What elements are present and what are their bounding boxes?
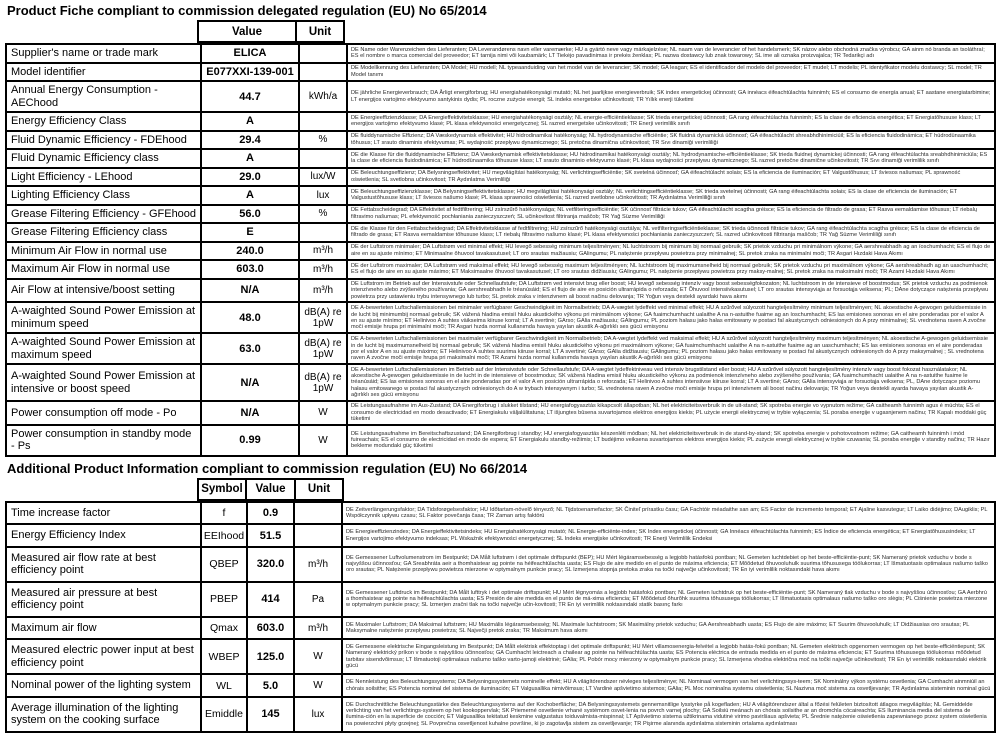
parameter-name-cell: Lighting Efficiency Class bbox=[6, 186, 201, 205]
parameter-unit-cell: % bbox=[299, 131, 347, 150]
parameter-unit-cell bbox=[294, 524, 342, 547]
parameter-value-cell: E077XXI-139-001 bbox=[201, 63, 299, 82]
parameter-unit-cell bbox=[299, 223, 347, 242]
parameter-unit-cell: W bbox=[294, 639, 342, 674]
parameter-value-cell: E bbox=[201, 223, 299, 242]
parameter-value-cell: 125.0 bbox=[247, 639, 294, 674]
table2-header-row bbox=[197, 478, 344, 501]
table-row bbox=[6, 582, 995, 617]
table-row bbox=[6, 524, 995, 547]
parameter-name-cell: Fluid Dynamic Efficiency class bbox=[6, 149, 201, 168]
parameter-unit-cell: lux/W bbox=[299, 168, 347, 187]
parameter-unit-cell: m³/h bbox=[299, 242, 347, 261]
table-row bbox=[6, 617, 995, 640]
multilingual-description-cell: DE Nennleistung des Beleuchtungssystems; DA Belysningssystemets nominelle effekt; HU A világítórendszer névleges teljesítménye; NL Nominaal vermogen van het verlichtingssys-teem; SK Nominálny výkon systému osvetlenia; GA Cumhacht ainmniúil an chórais soilsithe; ES Potencia nominal del sistema de iluminación; ET Valgusallika nimivõimsus; LT Vardinė apšvietimo sistemos; GAlia; PL Moc nominalna systemu oświetlenia; SL Nazivna moč sistema za osvetljevanje; TR Aydınlatma sisteminin nominal gücü bbox=[342, 674, 995, 697]
fiche-table-66-2014 bbox=[5, 501, 996, 733]
multilingual-description-cell: DE fluiddynamische Effizienz; DA Væskedynamisk effektivitet; HU hidrodinamikai hatékonyság; NL hydrodynamische efficiëntie; SK fluidná dynamická účinnosť; GA éifeachtúlacht shreabhdhinimiciúil; ES la eficiencia fluidodinámica; ET hüdrodünaamika tõhusus; LT srauto dinaminis efektyvumas; PL wydajność przepływu dynamicznego; SL pretočna dinamična učinkovitost; TR Sıvı dinamiği verimliliği bbox=[347, 131, 995, 150]
fiche-title-66-2014: Additional Product Information compliant to commission regulation (EU) No 66/2014 bbox=[7, 460, 528, 476]
parameter-unit-cell bbox=[299, 44, 347, 63]
parameter-symbol-cell: WL bbox=[201, 674, 247, 697]
multilingual-description-cell: DE Gemessener Luftvolumenstrom im Bestpunkt; DA Målt luftstrøm i det optimale driftspunkt (BEP); HU Mért légáramsebesség a legjobb hatásfokú pontban; NL Gemeten luchtdebiet op het beste-efficiëntie-punt; SK Nameraný prietok vzduchu v bode s najvyššou účinnosťou; GA Sreabhráta aeir a thomhaistear ag pointe na héifeachtúlachta uasta; ES Flujo de aire medido en el punto de máxima eficiencia; ET Mõõdetud õhuvooluhulk suurima tõhususega töölukorras; LT Išmatuotasis optimalaus našumo taško oro srautas; PL Natężenie przepływu powietrza mierzone w optymalnym punkcie pracy; SL Izmerjena stopnja pretoka zraka na točki največje učinkovitosti; TR En iyi verimlilik noktasındaki hava akımı bbox=[342, 547, 995, 582]
parameter-name-cell: A-waighted Sound Power Emission at intensive or boost speed bbox=[6, 364, 201, 400]
multilingual-description-cell: DE die Klasse für die fluiddynamische Effizienz; DA Væskedynamisk effektivitetsklasse; HU hidrodinamikai hatékonysági osztály; NL hydrodynamische-efficiëntieklasse; SK trieda fluidnej dynamickej účinnosti; GA rang éifeachtúlachta sreabhdhinimiciúla; ES la clase de eficiencia fluidodinámica; ET hüdrodünaamika tõhususe klass; LT srauto dinaminio efektyvumo klasė; PL klasa wydajności przepływu dynamicznego; SL razred pretočne dinamične učinkovitosti; TR Sıvı dinamiği verimlilik sınıfı bbox=[347, 149, 995, 168]
parameter-symbol-cell: Qmax bbox=[201, 617, 247, 640]
parameter-unit-cell: lux bbox=[299, 186, 347, 205]
multilingual-description-cell: DE der Luftstrom minimaler; DA Luftstrøm ved minimal effekt; HU levegő sebesség minimum teljesítményen; NL luchtstroom bij minimum bij normaal gebruik; SK prietok vzduchu pri minimálnom výkone; GA aershreabhadh ag an íoschumhacht; ES el flujo de aire en su ajuste mínimo; ET Minimaalne õhuvool tavakasutusel; LT oro srautas mažiausiu; GAlingumu; PL natężenie przepływu powietrza przy minimalnej; SL pretok zraka na minimalni moči; TR Asgari Hızdaki Hava Akımı bbox=[347, 242, 995, 261]
table-row bbox=[6, 279, 995, 303]
table-row bbox=[6, 697, 995, 732]
parameter-unit-cell: dB(A) re 1pW bbox=[299, 333, 347, 364]
parameter-name-cell: Maximum Air Flow in normal use bbox=[6, 260, 201, 279]
parameter-value-cell: 603.0 bbox=[247, 617, 294, 640]
table-row bbox=[6, 131, 995, 150]
table-row bbox=[6, 81, 995, 112]
parameter-name-cell: Nominal power of the lighting system bbox=[6, 674, 201, 697]
parameter-unit-cell: Pa bbox=[294, 582, 342, 617]
parameter-name-cell: Fluid Dynamic Efficiency - FDEhood bbox=[6, 131, 201, 150]
parameter-value-cell: 63.0 bbox=[201, 333, 299, 364]
table-row bbox=[6, 401, 995, 425]
parameter-symbol-cell: EEIhood bbox=[201, 524, 247, 547]
parameter-value-cell: 51.5 bbox=[247, 524, 294, 547]
parameter-unit-cell bbox=[294, 502, 342, 525]
multilingual-description-cell: DE A-bewerteten Luftschallemissionen bei maximaler verfügbarer Geschwindigkeit im Normalbetrieb; DA A-vægtet lydeffekt ved maksimal effekt; HU A szűrővel súlyozott hangteljesítmény maximum teljesítményen; NL akoestische A-gewogen geluidsemissie in de lucht bij maximumsnelheid bij normaal gebruik; SK vážená hladina emisií hluku akustického výkonu pri maximálnom výkone; GA fuaimchumhacht ualaithe A na n-astuithe fuaime ag an uaschumhacht; ES las emisiones sonoras en el aire ponderadas por el valor A en su ajuste máximo; ET Helinivoo A suhtes suurima kiiruse korral; LT A svertinė; GArso; GAlia didžiausiu; GAlingumu; PL poziom hałasu jako hałas emitowany w postaci fal akustycznych odniesionych do A przy maksymalnej ; SL vrednotena raven A zvočne moči emisije hrupa pri maksimalni moči; TR Azami hızda normal kullanımda havaya yayılan akustik A-ağırlıklı ses gücü emisyonu bbox=[347, 333, 995, 364]
parameter-value-cell: 320.0 bbox=[247, 547, 294, 582]
parameter-value-cell: ELICA bbox=[201, 44, 299, 63]
parameter-value-cell: N/A bbox=[201, 401, 299, 425]
fiche-table-65-2014 bbox=[5, 43, 996, 457]
multilingual-description-cell: DE Energieeffizienzklasse; DA Energieffektivitetsklasse; HU energiahatékonysági osztály; NL energie-efficiëntieklasse; SK trieda energetickej účinnosti; GA rang éifeachtúlachta fuinnimh; ES la clase de eficiencia energética; ET Energiatõhususe klass; LT energijos vartojimo efektyvumo klasė; PL klasa efektywności energetycznej; SL razred energetske učinkovitosti; TR Enerji verimlilik sınıfı bbox=[347, 112, 995, 131]
table1-header-value: Value bbox=[198, 21, 296, 42]
parameter-value-cell: 145 bbox=[247, 697, 294, 732]
parameter-unit-cell: W bbox=[299, 425, 347, 456]
table-row bbox=[6, 186, 995, 205]
parameter-name-cell: Maximum air flow bbox=[6, 617, 201, 640]
multilingual-description-cell: DE Durchschnittliche Beleuchtungsstärke des Beleuchtungssystems auf der Kochoberfläche; DA Belysningssystemets gennemsnitlige lysstyrke på kogefladen; HU A világítórendszer által a főzési felületen biztosított átlagos megvilágítás; NL Gemiddelde verlichting van het verlichtings-systeem op het kookoppervlak; SK Priemerné osvetlenie vrhané systémom osvet-lenia na povrch varnej plochy; GA Soilsiú meánach an chórais soilsithe ar an dromchla cócaireachta; ES Iluminancia media del sistema de ilumina-ción en la superficie de cocción; ET Valgusallika tekitatud keskmine valgustatus toiduvalmista-mispinnal; LT Apšvietimo sistema užtikrinama vidutinė virimo paviršiaus apšvieta; PL Średnie natężenie oświetlenia zapewnianego przez system oświetlenia na powierzchni płyty grzejnej; SL Povprečna osvetljenost kuhalne površine, ki jo zagotavlja sistem za osvetljevanje; TR Pişirme alanında aydınlatma sisteminin ortalama aydınlatması bbox=[342, 697, 995, 732]
parameter-name-cell: Measured electric power input at best efficiency point bbox=[6, 639, 201, 674]
multilingual-description-cell: DE jährliche Energieverbrauch; DA Årligt energiforbrug; HU energiahatékonysági mutató; NL het jaarlijkse energieverbruik; SK index energetickej účinnosti; GA innéacs éifeachtúlachta fuinnimh; ES el consumo de energía anual; ET aastane energiatarbimine; LT energijos vartojimo efektyvumo santykinis dydis; PL roczne zużycie energii; SL indeks energetske učinkovitosti; TR Yıllık enerji tüketimi bbox=[347, 81, 995, 112]
table-row bbox=[6, 639, 995, 674]
parameter-name-cell: Time increase factor bbox=[6, 502, 201, 525]
parameter-symbol-cell: PBEP bbox=[201, 582, 247, 617]
table-row bbox=[6, 425, 995, 456]
parameter-value-cell: 414 bbox=[247, 582, 294, 617]
parameter-unit-cell: m³/h bbox=[299, 260, 347, 279]
table-row bbox=[6, 205, 995, 224]
parameter-value-cell: 48.0 bbox=[201, 302, 299, 333]
parameter-name-cell: Supplier's name or trade mark bbox=[6, 44, 201, 63]
table-row bbox=[6, 223, 995, 242]
parameter-value-cell: A bbox=[201, 186, 299, 205]
parameter-name-cell: Measured air flow rate at best efficiency point bbox=[6, 547, 201, 582]
table-row bbox=[6, 112, 995, 131]
parameter-value-cell: 0.99 bbox=[201, 425, 299, 456]
parameter-symbol-cell: f bbox=[201, 502, 247, 525]
multilingual-description-cell: DE Name oder Warenzeichen des Lieferanten; DA Leverandørens navn eller varemærke; HU a gyártó neve vagy márkajelzése; NL naam van de leverancier of het handelsmerk; SK názov alebo obchodná značka výrobcu; GA ainm nó branda an tsoláthraí; ES el nombre o marca comercial del proveedor; ET tarnija nimi või kaubamärk; LT Tiekėjo pavadinimas ir prekės ženklas; PL nazwa dostawcy lub znak towarowy; SL ime ali oznaka proizvajalca; TR Tedarikçi adı bbox=[347, 44, 995, 63]
multilingual-description-cell: DE Leistungsaufnahme im Aus-Zustand; DA Energiforbrug i slukket tilstand; HU energiafogyasztás kikapcsolt állapotban; NL het elektriciteitsverbruik in de uit-stand; SK spotreba energie vo vypnutom režime; GA caitheamh fuinnimh agus é múchta; ES el consumo de electricidad en modo desactivado; ET Energiakulu väljalülitatuna; LT išjungtes būsena suvartojamos elektros energijos kiekis; PL użycie energii elektrycznej w trybie wyłączenia; SL poraba energije v ugasnjenem načinu; TR Kapalı moddaki güç tüketimi bbox=[347, 401, 995, 425]
table-row bbox=[6, 674, 995, 697]
parameter-name-cell: A-waighted Sound Power Emission at minimum speed bbox=[6, 302, 201, 333]
multilingual-description-cell: DE A-bewerteten Luftschallemissionen im Betrieb auf der Intensivstufe oder Schnellaufstufe; DA A-vægtet lydeffektniveau ved intensiv brugstilstand eller boost; HU A szűrővel súlyozott hangteljesítmény intenzív vagy boost fokozat használatakor; NL akoestische A-gewogen geluidsemissie in de lucht in de intensieve of boostmodus; SK vážená hladina emisií hluku akustického výkonu za podmienok intenzívneho alebo zvýšeného používania; GA fuaimchumhacht ualaithe A na n-astuithe fuaime le tréanúsáid; ES las emisiones sonoras en el aire ponderadas por el valor A en posición ultrarrápida o reforzada; ET Helinivoo A suhtes intensiivse kiiruse korral; LT A svertinė; GArso; GAlia intensyviąja ar forsuotąja veiksena; PL, DAne dotyczące poziomu hałasu emitowanego w postaci fal akustycznych odniesionych do A w trybach intensywnym i turbo; SL vrednotena raven A zvočne moči emisije hrupa pri intenzivnem ali boost načinu delovanja; TR Yoğun veya destekli ayarda havaya yayılan akustik A-ağırlıklı ses gücü emisyonu bbox=[347, 364, 995, 400]
table-row bbox=[6, 242, 995, 261]
parameter-value-cell: N/A bbox=[201, 364, 299, 400]
table-row bbox=[6, 333, 995, 364]
multilingual-description-cell: DE Modellkennung des Lieferanten; DA Model; HU modell; NL typeaanduiding van het model van de leverancier; SK model; GA leagan; ES el identificador del modelo del proveedor; ET mudel; LT modelis; PL identyfikator modelu dostawcy; SL model; TR Model tanımı bbox=[347, 63, 995, 82]
parameter-name-cell: Average illumination of the lighting system on the cooking surface bbox=[6, 697, 201, 732]
table2-header-symbol: Symbol bbox=[198, 479, 246, 500]
parameter-value-cell: N/A bbox=[201, 279, 299, 303]
parameter-name-cell: Power consumption in standby mode - Ps bbox=[6, 425, 201, 456]
table-row bbox=[6, 149, 995, 168]
parameter-name-cell: A-waighted Sound Power Emission at maximum speed bbox=[6, 333, 201, 364]
multilingual-description-cell: DE Zeitverlängerungsfaktor; DA Tidsforøgelsesfaktor; HU Időtartam-növelő tényező; NL Tijdstoenamefactor; SK Činiteľ prírastku času; GA Fachtóir méadaithe san am; ES Factor de incremento temporal; ET Ajaline kasvutegur; LT Laiko didėjimo; DAugiklis; PL Współczynnik upływu czasu; SL Faktor povečanja časa; TR Zaman artış faktörü bbox=[342, 502, 995, 525]
parameter-unit-cell bbox=[299, 112, 347, 131]
multilingual-description-cell: DE Luftstrom im Betrieb auf der Intensivstufe oder Schnellaufstufe; DA Luftstrøm ved intensivt brug eller boost; HU levegő sebesség intenzív vagy boost sebességfokozaton; NL luchtstroom in de intensieve of boostmodus; SK prietok vzduchu za podmienok intenzívneho alebo zvýšeného používania; GA aershreabhadh le tréanúsáid; ES el flujo de aire en posición ultrarrápida o reforzada; ET Õhuvool intensiivkasutusel; LT oro srautas intensyviąja ar forsuotąja veiksena; PL; DAne dotyczące natężenia przepływu powietrza przy ustawieniu trybu intensywnego lub turbo; SL pretok zraka v intenzivnem ali boost načinu delovanja; TR Yoğun veya destekli ayardaki hava akımı bbox=[347, 279, 995, 303]
parameter-unit-cell: kWh/a bbox=[299, 81, 347, 112]
multilingual-description-cell: DE die Klasse für den Fettabscheidegrad; DA Effektivitetsklasse af fedtfiltrering; HU zsírszűrő hatékonysági osztálya; NL vetfilteringsefficiëntieklasse; SK trieda účinnosti filtrácie tukov; GA rang éifeachtúlachta scagtha gréisce; ES la clase de eficiencia de filtrado de grasa; ET Rasva eemaldamise tõhususe klass; LT riebalų filtravimo našumo klasė; PL klasa efektywności pochłaniania zanieczyszczeń; SL razred učinkovitosti filtriranja maščob; TR Yağ Süzme Verimliliği sınıfı bbox=[347, 223, 995, 242]
multilingual-description-cell: DE Leistungsaufnahme im Bereitschaftszustand; DA Energiforbrug i standby; HU energiafogyasztás készenléti módban; NL het elektriciteitsverbruik in de stand-by-stand; SK spotreba energie v pohotovostnom režime; GA caitheamh fuinnimh i mód fuireachais; ES el consumo de electricidad en modo de espera; ET Energiakulu standby-režiimis; LT budėjimo veiksena suvartojamos elektros energijos kiekis; PL zużycie energii elektrycznej w trybie czuwania; SL poraba energije v standby načinu; TR Hazır bekleme modundaki güç tüketimi bbox=[347, 425, 995, 456]
fiche-title-65-2014: Product Fiche compliant to commission delegated regulation (EU) No 65/2014 bbox=[7, 3, 487, 18]
parameter-name-cell: Annual Energy Consumption - AEChood bbox=[6, 81, 201, 112]
parameter-name-cell: Model identifier bbox=[6, 63, 201, 82]
parameter-unit-cell: m³/h bbox=[294, 617, 342, 640]
parameter-value-cell: 56.0 bbox=[201, 205, 299, 224]
multilingual-description-cell: DE A-bewerteten Luftschallemissionen bei minimaler verfügbarer Geschwindigkeit im Normalbetrieb; DA A-vægtet lydeffekt ved minimal effekt; HU A szűrővel súlyozott hangteljesítmény minimum teljesítményen; NL akoestische A-gewogen geluidsemissie in de lucht bij minimumbij normaal gebruik; SK vážená hladina emisií hluku akustického výkonu pri minimálnom výkone; GA fuaimchumhacht ualaithe A na n-astuithe fuaime ag an íoschumhacht; ES las emisiones sonoras en el aire ponderadas por el valor A en su ajuste mínimo; ET Helinivoo A suhtes väikseima kiiruse korral; LT A svertinė; GArso; GAlia mažiausiu; GAlingumu; PL poziom hałasu jako hałas emitowany w postaci fal akustycznych odniesionych do A przy minimalnej; SL vrednotena raven A zvočne moči emisije hrupa pri minimalni moči; TR Asgari hızda normal kullanımda havaya yayılan akustik A-ağırlıklı ses gücü emisyonu bbox=[347, 302, 995, 333]
multilingual-description-cell: DE Gemessene elektrische Eingangsleistung im Bestpunkt; DA Målt elektrisk effektoptag i det optimale driftspunkt; HU Mért villamosenergia-felvétel a legjobb hatás-fokú pontban; NL Gemeten elektrisch opgenomen vermogen op het beste-efficiëntiepunt; SK Nameraný elektrický príkon v bode s najvyššou účinnosťou; GA Cumhacht leictreach a chailear ag pointe na héifeachtúlachta uasta; ES Potencia eléctrica de entrada medida en el punto de máxima eficiencia; ET Suurima tõhususega töölukorras mõõdetud tarbitav sisendvõimsus; LT Išmatuotoji optimalaus našumo taško varto-jamoji elektrinė; GAlia; PL Pobór mocy mierzony w optymalnym punkcie pracy; SL Izmerjena vhodna električna moč na točki največje učinkovitosti; TR En iyi verimlilik noktasındaki elektrik gücü bbox=[342, 639, 995, 674]
parameter-name-cell: Minimum Air Flow in normal use bbox=[6, 242, 201, 261]
parameter-value-cell: 0.9 bbox=[247, 502, 294, 525]
parameter-value-cell: 44.7 bbox=[201, 81, 299, 112]
parameter-unit-cell: W bbox=[294, 674, 342, 697]
parameter-name-cell: Air Flow at intensive/boost setting bbox=[6, 279, 201, 303]
parameter-symbol-cell: WBEP bbox=[201, 639, 247, 674]
parameter-value-cell: 29.0 bbox=[201, 168, 299, 187]
table-row bbox=[6, 260, 995, 279]
parameter-name-cell: Grease Filtering Efficiency - GFEhood bbox=[6, 205, 201, 224]
table-row bbox=[6, 364, 995, 400]
parameter-unit-cell: m³/h bbox=[294, 547, 342, 582]
table-row bbox=[6, 63, 995, 82]
parameter-value-cell: 29.4 bbox=[201, 131, 299, 150]
table1-header-unit: Unit bbox=[296, 21, 344, 42]
multilingual-description-cell: DE Gemessener Luftdruck im Bestpunkt; DA Målt lufttryk i det optimale driftspunkt; HU Mért légnyomás a legjobb hatásfokú pontban; NL Gemeten luchtdruk op het beste-efficiëntie-punt; SK Nameraný tlak vzduchu v bode s najvyššou účinnosťou; GA Aerbhrú a thomhaistear ag pointe na héifeachtúlachta uasta; ES Presión de aire medida en el punto de má-xima eficiencia; ET Mõõdetud õhurõhk suurima tõhususega töölukorras; LT Išmatuotasis optimalaus našumo taško oro slėgis; PL Ciśnienie powietrza mierzone w optymalnym punkcie pracy; SL Izmerjen zračni tlak na točki največje učin-kovitosti; TR En iyi verimlilik noktasındaki statik basınç farkı bbox=[342, 582, 995, 617]
parameter-symbol-cell: Emiddle bbox=[201, 697, 247, 732]
table2-header-value: Value bbox=[246, 479, 295, 500]
parameter-name-cell: Energy Efficiency Class bbox=[6, 112, 201, 131]
table-row bbox=[6, 502, 995, 525]
parameter-unit-cell bbox=[299, 149, 347, 168]
parameter-name-cell: Power consumption off mode - Po bbox=[6, 401, 201, 425]
parameter-unit-cell: dB(A) re 1pW bbox=[299, 302, 347, 333]
parameter-value-cell: 240.0 bbox=[201, 242, 299, 261]
table-row bbox=[6, 168, 995, 187]
parameter-value-cell: A bbox=[201, 112, 299, 131]
parameter-name-cell: Energy Efficiency Index bbox=[6, 524, 201, 547]
parameter-name-cell: Measured air pressure at best efficiency point bbox=[6, 582, 201, 617]
parameter-unit-cell: m³/h bbox=[299, 279, 347, 303]
table2-header-unit: Unit bbox=[295, 479, 343, 500]
parameter-value-cell: 5.0 bbox=[247, 674, 294, 697]
multilingual-description-cell: DE Fettabscheidegrad; DA Effektivitet af fedtfiltrering; HU zsírszűrő hatékonysága; NL vetfilteringsefficiëntie; SK účinnosť filtrácie tukov; GA éifeachtúlacht scagtha gréisce; ES la eficiencia de filtrado de grasa; ET Rasva eemaldamise tõhusus; LT riebalų filtravimo našumas; PL efektywność pochłaniania zanieczyszczeń; SL učinkovitost filtriranja maščob; TR Yağ Süzme Verimliliği bbox=[347, 205, 995, 224]
parameter-symbol-cell: QBEP bbox=[201, 547, 247, 582]
parameter-unit-cell: % bbox=[299, 205, 347, 224]
multilingual-description-cell: DE Beleuchtungseffizienzklasse; DA Belysningseffektivitetsklasse; HU megvilágítási hatékonysági osztály; NL verlichtingsefficiëntieklasse; SK trieda svetelnej účinnosti; GA rang éifeachtúlachta solais; ES la clase de eficiencia de iluminación; ET Valgustustõhususe klass; LT šviesos našumo klasė; PL klasa sprawności oświetlenia; SL razred svetlobne učinkovitosti; TR Aydınlatma Verimliliği sınıfı bbox=[347, 186, 995, 205]
table-row bbox=[6, 302, 995, 333]
parameter-value-cell: 603.0 bbox=[201, 260, 299, 279]
multilingual-description-cell: DE Energieeffizienzindex; DA Energieffektivitetsindeks; HU Energiahatékonysági mutató; NL Energie-efficiënte-index; SK Index energetickej účinnosti; GA Innéacs éifeachtúlachta fuinnimh; ES Índice de eficiencia energética; ET Energiatõhususindeks; LT Energijos vartojimo efektyvumo indeksas; PL Wskaźnik efektywności energetycznej; SL Indeks energijske učinkovitosti; TR Enerji Verimlilik Endeksi bbox=[342, 524, 995, 547]
table-row bbox=[6, 44, 995, 63]
table1-header-row bbox=[197, 20, 345, 43]
parameter-unit-cell: W bbox=[299, 401, 347, 425]
parameter-unit-cell: dB(A) re 1pW bbox=[299, 364, 347, 400]
multilingual-description-cell: DE Maximaler Luftstrom; DA Maksimal luftstrøm; HU Maximális légáramsebesség; NL Maximale luchtstroom; SK Maximálny prietok vzduchu; GA Aershreabhadh uasta; ES Flujo de aire máximo; ET Suurim õhuvooluhulk; LT Didžiausias oro srautas; PL Maksymalne natężenie przepływu powietrza; SL Največji pretok zraka; TR Maksimum hava akımı bbox=[342, 617, 995, 640]
multilingual-description-cell: DE Beleuchtungseffizienz; DA Belysningseffektivitet; HU megvilágítási hatékonyság; NL verlichtingsefficiëntie; SK svetelná účinnosť; GA éifeachtúlacht solais; ES la eficiencia de iluminación; ET Valgustõhusus; LT šviesos našumas; PL sprawność oświetlenia; SL svetlobna učinkovitost; TR Aydınlatma Verimliliği bbox=[347, 168, 995, 187]
multilingual-description-cell: DE der Luftstrom maximaler; DA Luftstrøm ved maksimal effekt; HU levegő sebesség maximum teljesítményen; NL luchtstroom bij maximumsnelheid bij normaal gebruik; SK prietok vzduchu pri maximálnom výkone; GA aershreabhadh ag an uaschumhacht; ES el flujo de aire en su ajuste máximo; ET Maksimaalne õhuvool tavakasutusel; LT oro srautas didžiausiu; GAlingumu; PL natężenie przepływu powietrza przy maksy-malnej; SL pretok zraka na maksimalni moči; TR Azami Hızdaki Hava Akımı bbox=[347, 260, 995, 279]
parameter-unit-cell bbox=[299, 63, 347, 82]
parameter-name-cell: Light Efficiency - LEhood bbox=[6, 168, 201, 187]
table-row bbox=[6, 547, 995, 582]
parameter-unit-cell: lux bbox=[294, 697, 342, 732]
parameter-value-cell: A bbox=[201, 149, 299, 168]
parameter-name-cell: Grease Filtering Efficiency class bbox=[6, 223, 201, 242]
